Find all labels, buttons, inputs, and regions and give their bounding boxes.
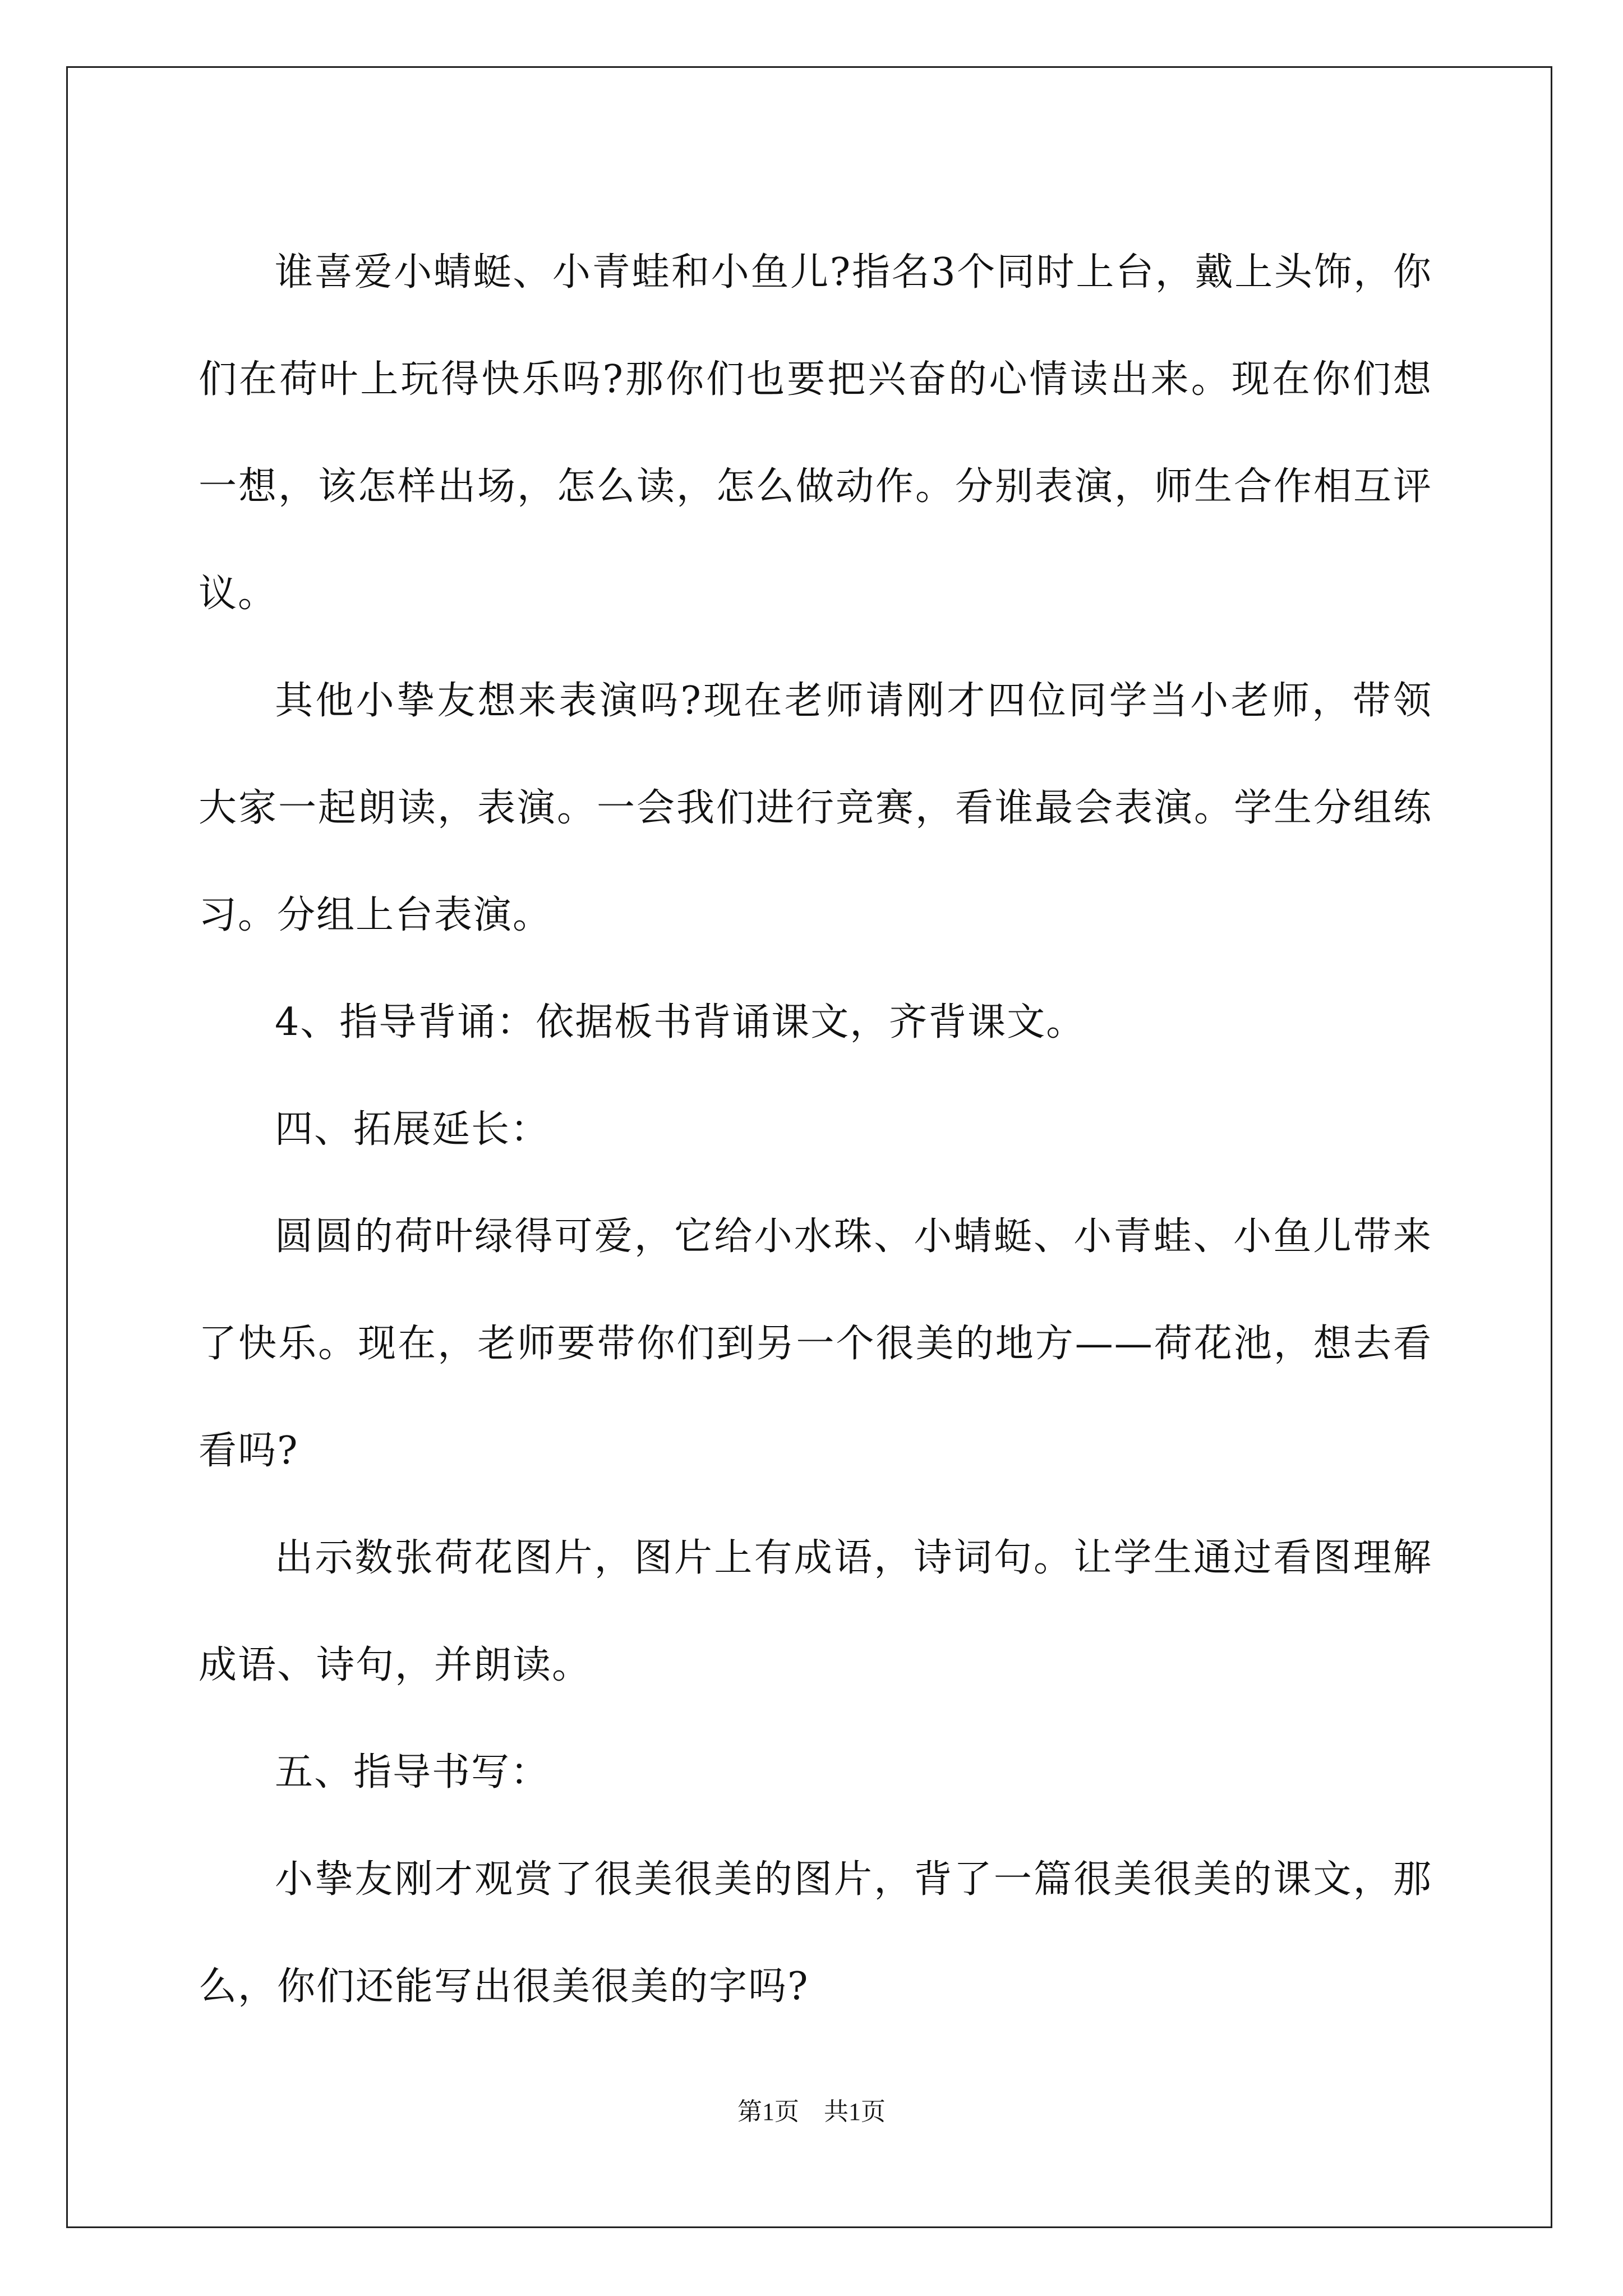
paragraph: 圆圆的荷叶绿得可爱，它给小水珠、小蜻蜓、小青蛙、小鱼儿带来了快乐。现在，老师要带你们到另一个很美的地方——荷花池，想去看看吗? <box>199 1214 1432 1473</box>
section-heading: 五、指导书写： <box>275 1750 550 1795</box>
paragraph: 其他小挚友想来表演吗?现在老师请刚才四位同学当小老师，带领大家一起朗读，表演。一会我们进行竞赛，看谁最会表演。学生分组练习。分组上台表演。 <box>199 679 1432 937</box>
document-body <box>199 219 1432 2040</box>
paragraph: 谁喜爱小蜻蜓、小青蛙和小鱼儿?指名3个同时上台，戴上头饰，你们在荷叶上玩得快乐吗?那你们也要把兴奋的心情读出来。现在你们想一想，该怎样出场，怎么读，怎么做动作。分别表演，师生合作相互评议。 <box>199 250 1432 616</box>
page-number-footer: 第1页 共1页 <box>737 2098 886 2125</box>
paragraph: 小挚友刚才观赏了很美很美的图片，背了一篇很美很美的课文，那么，你们还能写出很美很美的字吗? <box>199 1857 1432 2009</box>
paragraph: 4、指导背诵：依据板书背诵课文，齐背课文。 <box>275 1000 1086 1045</box>
section-heading: 四、拓展延长： <box>275 1107 550 1152</box>
paragraph: 出示数张荷花图片，图片上有成语，诗词句。让学生通过看图理解成语、诗句，并朗读。 <box>199 1536 1432 1687</box>
